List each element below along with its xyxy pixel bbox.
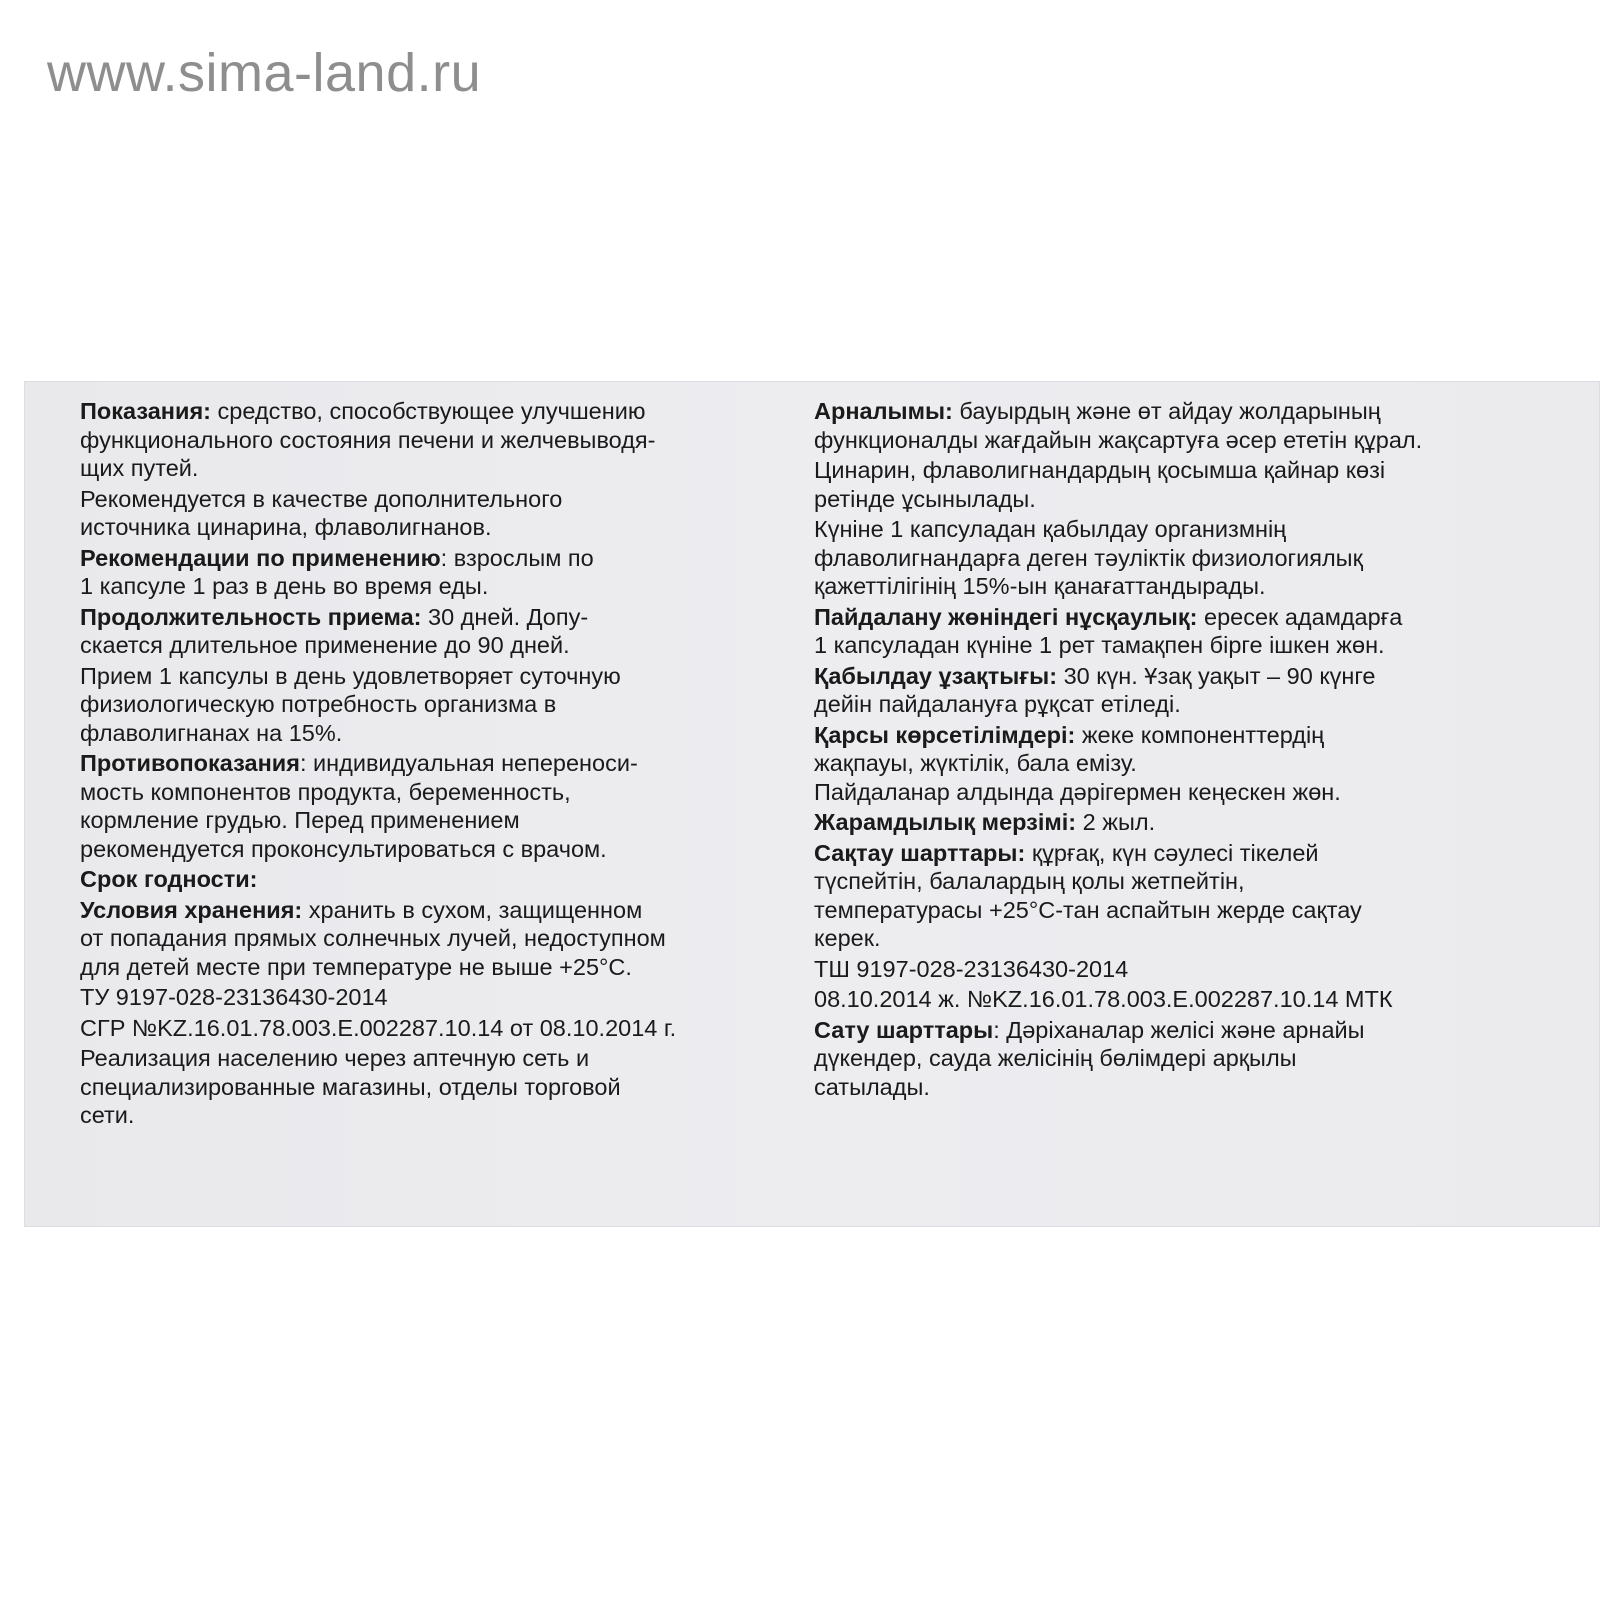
tu-number: ТУ 9197-028-23136430-2014 [80, 984, 388, 1010]
kz-distribution-label: Сату шарттары [814, 1016, 994, 1043]
shelf-life-paragraph [80, 865, 780, 894]
product-label-panel [24, 381, 1600, 1227]
site-watermark: www.sima-land.ru [47, 43, 482, 103]
recommendation-paragraph: Рекомендуется в качестве дополнительного источника цинарина, флаволигнанов. [80, 485, 563, 540]
sgr-number: СГР №KZ.16.01.78.003.E.002287.10.14 от 08.10.2014 г. [80, 1014, 677, 1041]
dosage-paragraph: Прием 1 капсулы в день удовлетворяет суточную физиологическую потребность организма в флаволигнанах на 15%. [80, 662, 621, 746]
duration-paragraph: Продолжительность приема: 30 дней. Допу- скается длительное применение до 90 дней. [80, 603, 589, 658]
indications-label: Показания: [80, 398, 211, 424]
kz-shelf-life-label: Жарамдылық мерзімі: [814, 809, 1077, 835]
kz-dosage-paragraph: Күніне 1 капсуладан қабылдау организмнің флаволигнандарға деген тәуліктік физиологиялық қажеттілігінің 15%-ын қанағаттандырады. [814, 516, 1363, 599]
kz-storage-paragraph: Сақтау шарттары: құрғақ, күн сәулесі тікелей түспейтін, балалардың қолы жетпейтін, температурасы +25°С-тан аспайтын жерде сақтау керек. [814, 839, 1362, 951]
kz-indications-paragraph: Арналымы: бауырдың және өт айдау жолдарының функционалды жағдайын жақсартуға әсер ететін құрал. [814, 398, 1423, 453]
kz-duration-paragraph: Қабылдау ұзақтығы: 30 күн. Ұзақ уақыт – 90 күнге дейін пайдалануға рұқсат етіледі. [814, 662, 1376, 717]
kz-indications-label: Арналымы: [814, 398, 953, 424]
kz-ts-number: ТШ 9197-028-23136430-2014 [814, 955, 1129, 982]
indications-paragraph: Показания: средство, способствующее улучшению функционального состояния печени и желчевыводя- щих путей. [80, 398, 656, 481]
russian-text-column [80, 397, 780, 1132]
kz-recommendation-paragraph: Цинарин, флаволигнандардың қосымша қайнар көзі ретінде ұсынылады. [814, 457, 1386, 512]
kz-registration-number: 08.10.2014 ж. №KZ.16.01.78.003.E.002287.10.14 МТК [814, 986, 1393, 1012]
duration-label: Продолжительность приема: [80, 603, 422, 630]
kz-contraindications-paragraph: Қарсы көрсетілімдері: жеке компоненттердің жақпауы, жүктілік, бала емізу. Пайдаланар алдында дәрігермен кеңескен жөн. [814, 721, 1341, 805]
kz-usage-label: Пайдалану жөніндегі нұсқаулық: [814, 603, 1198, 630]
contraindications-paragraph: Противопоказания: индивидуальная непереноси- мость компонентов продукта, беременность, кормление грудью. Перед применением рекомендуется проконсультироваться с врачом. [80, 750, 638, 862]
kz-storage-label: Сақтау шарттары: [814, 839, 1026, 866]
kz-contraindications-label: Қарсы көрсетілімдері: [814, 721, 1076, 748]
usage-paragraph: Рекомендации по применению: взрослым по 1 капсуле 1 раз в день во время еды. [80, 544, 594, 599]
kz-usage-paragraph: Пайдалану жөніндегі нұсқаулық: ересек адамдарға 1 капсуладан күніне 1 рет тамақпен бірге ішкен жөн. [814, 603, 1403, 658]
kz-shelf-life-paragraph: Жарамдылық мерзімі: 2 жыл. [814, 809, 1156, 835]
kazakh-text-column [814, 397, 1544, 1103]
usage-label: Рекомендации по применению [80, 544, 441, 571]
kz-distribution-paragraph: Сату шарттары: Дәріханалар желісі және арнайы дүкендер, сауда желісінің бөлімдері арқылы сатылады. [814, 1016, 1365, 1100]
contraindications-label: Противопоказания [80, 750, 300, 776]
storage-label: Условия хранения: [80, 896, 303, 923]
kz-duration-label: Қабылдау ұзақтығы: [814, 662, 1058, 689]
storage-paragraph: Условия хранения: хранить в сухом, защищенном от попадания прямых солнечных лучей, недоступном для детей месте при температуре не выше +25°С. [80, 896, 666, 980]
distribution-paragraph: Реализация населению через аптечную сеть и специализированные магазины, отделы торговой сети. [80, 1045, 621, 1128]
shelf-life-label: Срок годности: [80, 866, 258, 892]
